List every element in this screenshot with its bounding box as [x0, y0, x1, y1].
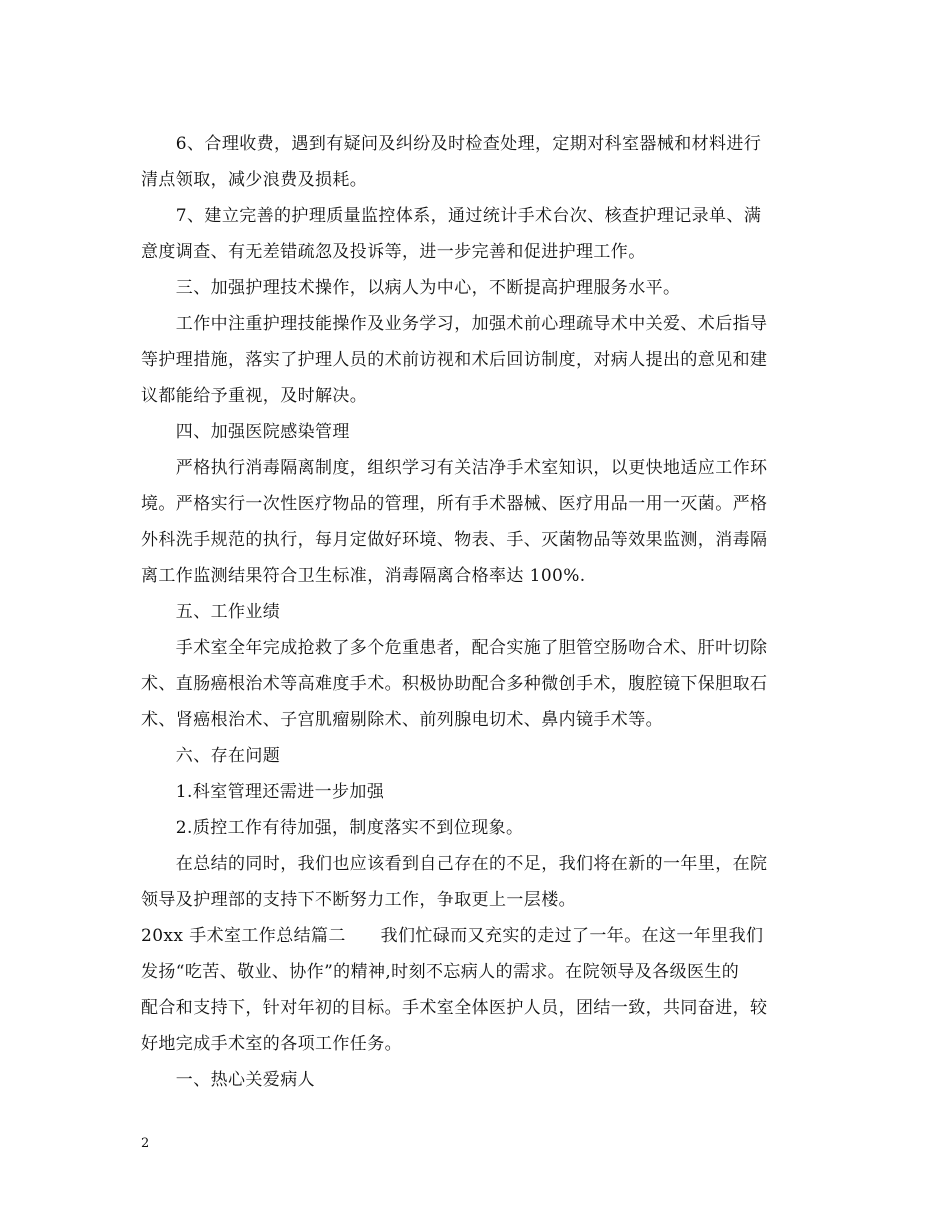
section-heading-6 [141, 738, 821, 774]
paragraph-part-two [141, 918, 821, 1062]
text-line: 1.科室管理还需进一步加强 [141, 782, 385, 802]
heading-line: 一、热心关爱病人 [141, 1070, 315, 1090]
text-line: 境。严格实行一次性医疗物品的管理，所有手术器械、医疗用品一用一灭菌。严格 [141, 494, 768, 514]
text-line: 严格执行消毒隔离制度，组织学习有关洁净手术室知识，以更快地适应工作环 [141, 458, 768, 478]
section-heading-5 [141, 594, 821, 630]
text-line: 领导及护理部的支持下不断努力工作，争取更上一层楼。 [141, 890, 576, 910]
paragraph-conclusion [141, 846, 821, 918]
text-line: 等护理措施，落实了护理人员的术前访视和术后回访制度，对病人提出的意见和建 [141, 350, 768, 370]
text-line: 离工作监测结果符合卫生标准，消毒隔离合格率达 100%. [141, 566, 586, 586]
list-item-2 [141, 810, 821, 846]
text-line: 好地完成手术室的各项工作任务。 [141, 1034, 402, 1054]
text-line: 手术室全年完成抢救了多个危重患者，配合实施了胆管空肠吻合术、肝叶切除 [141, 638, 768, 658]
text-line: 6、合理收费，遇到有疑问及纠纷及时检查处理，定期对科室器械和材料进行 [141, 134, 762, 154]
text-line: 在总结的同时，我们也应该看到自己存在的不足，我们将在新的一年里，在院 [141, 854, 768, 874]
section-heading-3 [141, 270, 821, 306]
text-line: 术、直肠癌根治术等高难度手术。积极协助配合多种微创手术，腹腔镜下保胆取石 [141, 674, 768, 694]
paragraph-nursing-skills [141, 306, 821, 414]
page-number: 2 [141, 1136, 150, 1151]
list-item-1 [141, 774, 821, 810]
heading-line: 三、加强护理技术操作，以病人为中心，不断提高护理服务水平。 [141, 278, 681, 298]
section-heading-1 [141, 1062, 821, 1098]
text-line: 清点领取，减少浪费及损耗。 [141, 170, 368, 190]
text-line: 术、肾癌根治术、子宫肌瘤剔除术、前列腺电切术、鼻内镜手术等。 [141, 710, 663, 730]
text-line: 发扬“吃苦、敬业、协作”的精神,时刻不忘病人的需求。在院领导及各级医生的 [141, 962, 740, 982]
section-heading-4 [141, 414, 821, 450]
paragraph-item-7 [141, 198, 821, 270]
paragraph-infection-control [141, 450, 821, 594]
text-line: 议都能给予重视，及时解决。 [141, 386, 368, 406]
text-line: 配合和支持下，针对年初的目标。手术室全体医护人员，团结一致，共同奋进，较 [141, 998, 768, 1018]
heading-line: 四、加强医院感染管理 [141, 422, 350, 442]
text-line: 20xx 手术室工作总结篇二 我们忙碌而又充实的走过了一年。在这一年里我们 [141, 926, 764, 946]
text-line: 意度调查、有无差错疏忽及投诉等，进一步完善和促进护理工作。 [141, 242, 646, 262]
text-line: 外科洗手规范的执行，每月定做好环境、物表、手、灭菌物品等效果监测，消毒隔 [141, 530, 768, 550]
text-line: 工作中注重护理技能操作及业务学习，加强术前心理疏导术中关爱、术后指导 [141, 314, 768, 334]
text-line: 7、建立完善的护理质量监控体系，通过统计手术台次、核查护理记录单、满 [141, 206, 762, 226]
paragraph-achievements [141, 630, 821, 738]
heading-line: 六、存在问题 [141, 746, 281, 766]
text-line: 2.质控工作有待加强，制度落实不到位现象。 [141, 818, 524, 838]
paragraph-item-6 [141, 126, 821, 198]
heading-line: 五、工作业绩 [141, 602, 281, 622]
